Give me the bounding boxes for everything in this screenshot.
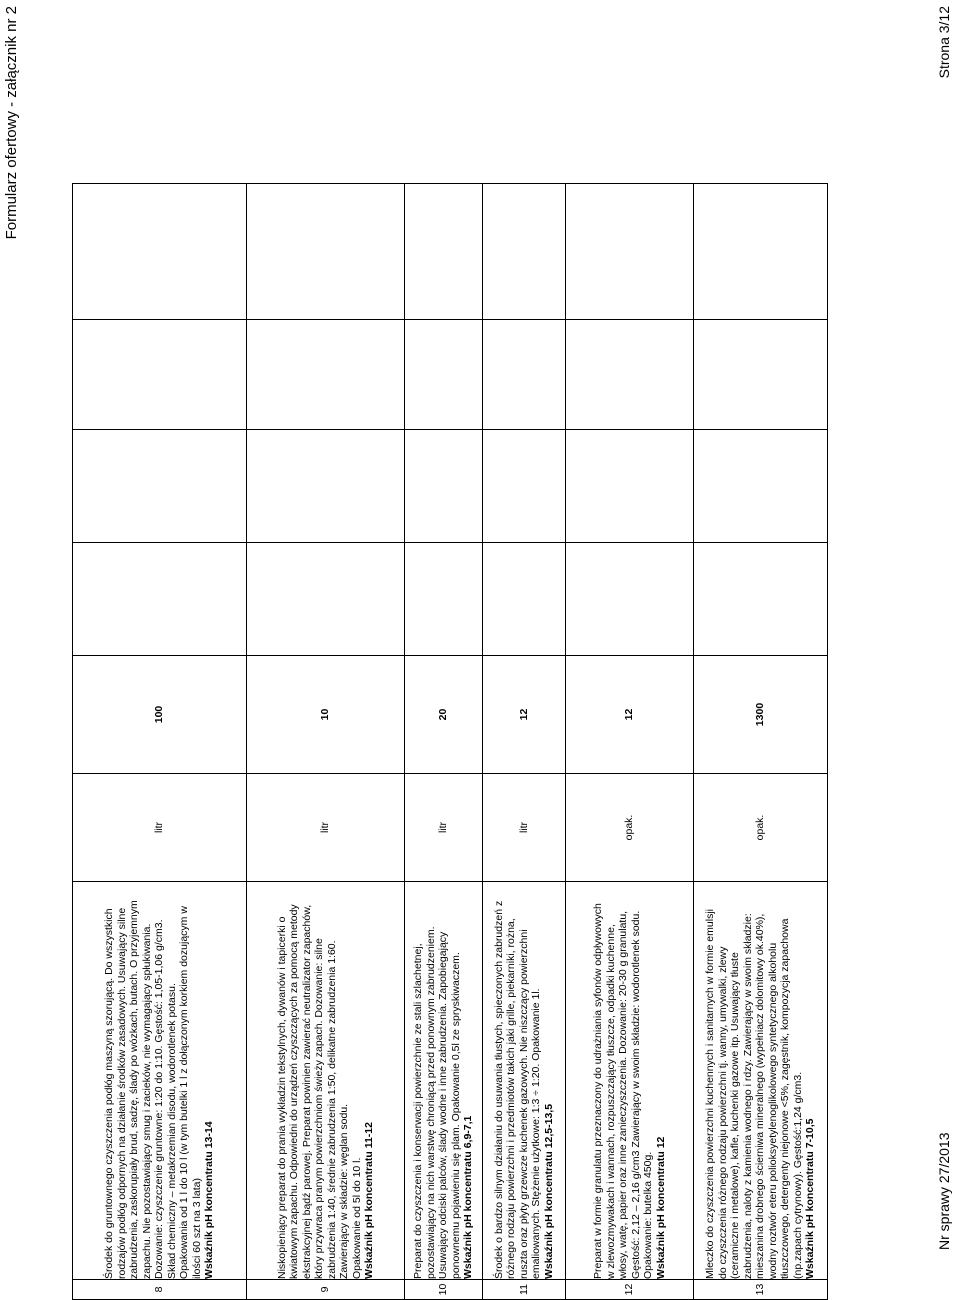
row-quantity: 10 bbox=[247, 656, 404, 774]
empty-cell bbox=[565, 430, 694, 543]
empty-cell bbox=[483, 543, 566, 656]
empty-cell bbox=[404, 320, 483, 430]
ph-value: Wskaźnik pH koncentratu 13-14 bbox=[203, 1121, 216, 1279]
ph-value: Wskaźnik pH koncentratu 12 bbox=[654, 1136, 667, 1279]
empty-cell bbox=[247, 430, 404, 543]
empty-cell bbox=[483, 320, 566, 430]
row-number: 8 bbox=[73, 1280, 247, 1300]
row-unit: litr bbox=[247, 774, 404, 882]
row-number: 11 bbox=[483, 1280, 566, 1300]
empty-cell bbox=[565, 543, 694, 656]
row-number: 13 bbox=[694, 1280, 828, 1300]
table-row bbox=[565, 184, 694, 1300]
ph-value: Wskaźnik pH koncentratu 7-10,5 bbox=[804, 1118, 817, 1279]
row-number: 10 bbox=[404, 1280, 483, 1300]
row-quantity: 12 bbox=[565, 656, 694, 774]
empty-cell bbox=[73, 184, 247, 320]
empty-cell bbox=[483, 184, 566, 320]
row-description: Środek do gruntownego czyszczenia podłóg maszyną szorującą. Do wszystkich rodzajów podłóg odpornych na działanie środków zasadowych. Usuwający silne zabrudzenia, zaskorupiały brud, sadzę, ślady po wózkach, butach. O przyjemnym zapachu. Nie pozostawiający smug i zacieków, nie wymagający spłukiwania. Dozowanie: czyszczenie gruntowne: 1:20 do 1:10. Gęstość: 1,05-1,06 g/cm3. Skład chemiczny – metakrzemian disodu, wodorotlenek potasu. Opakowania od 1 l do 10 l (w tym butelki 1 l z dołączonym korkiem dozującym w ilości 60 szt na 3 lata) Wskaźnik pH koncentratu 13-14 bbox=[73, 882, 247, 1280]
empty-cell bbox=[404, 430, 483, 543]
empty-cell bbox=[73, 430, 247, 543]
row-unit: opak. bbox=[694, 774, 828, 882]
row-description: Mleczko do czyszczenia powierzchni kuchennych i sanitarnych w formie emulsji do czyszczenia różnego rodzaju powierzchni tj. wanny, umywalki, zlewy (ceramiczne i metalowe), kafle, kuchenki gazowe itp. Usuwający tłuste zabrudzenia, naloty z kamienia wodnego i rdzy. Zawierający w swoim składzie: mieszanina drobnego ścierniwa mineralnego (wypełniacz dolomitowy ok.40%), wodny roztwór eteru polioksyetylenoglikolowego syntetycznego alkoholu tłuszczowego, detergenty niejonowe <5%, zagęstnik, kompozycja zapachowa (np.zapach cytrynowy). Gęstość:1,24 g/cm3. Wskaźnik pH koncentratu 7-10,5 bbox=[694, 882, 828, 1280]
table-row bbox=[73, 184, 247, 1300]
empty-cell bbox=[247, 320, 404, 430]
page-number: Strona 3/12 bbox=[936, 6, 952, 79]
row-description: Preparat do czyszczenia i konserwacji powierzchnie ze stali szlachetnej, pozostawiający na nich warstwę chroniącą przed ponownym zabrudzeniem. Usuwający odciski palców, ślady wodne i inne zabrudzenia. Zapobiegający ponownemu pojawieniu się plam. Opakowanie 0,5l ze spryskiwaczem. Wskaźnik pH koncentratu 6,9-7,1 bbox=[404, 882, 483, 1280]
empty-cell bbox=[404, 184, 483, 320]
row-number: 9 bbox=[247, 1280, 404, 1300]
row-unit: litr bbox=[483, 774, 566, 882]
row-number: 12 bbox=[565, 1280, 694, 1300]
row-unit: opak. bbox=[565, 774, 694, 882]
table-row bbox=[404, 184, 483, 1300]
table-row bbox=[247, 184, 404, 1300]
row-quantity: 12 bbox=[483, 656, 566, 774]
row-unit: litr bbox=[404, 774, 483, 882]
empty-cell bbox=[694, 430, 828, 543]
form-title: Formularz ofertowy - załącznik nr 2 bbox=[3, 6, 20, 240]
empty-cell bbox=[247, 543, 404, 656]
table-row bbox=[694, 184, 828, 1300]
row-description: Preparat w formie granulatu przeznaczony do udrażniania syfonów odpływowych w zlewozmywakach i wannach, rozpuszczający tłuszcze, odpadki kuchenne, włosy, watę, papier oraz inne zanieczyszczenia. Dozowanie: 20-30 g granulatu, Gęstość: 2,12 – 2,16 g/cm3 Zawierający w swoim składzie: wodorotlenek sodu. Opakowanie: butelka 450g. Wskaźnik pH koncentratu 12 bbox=[565, 882, 694, 1280]
empty-cell bbox=[694, 184, 828, 320]
row-description: Środek o bardzo silnym działaniu do usuwania tłustych, spieczonych zabrudzeń z różnego rodzaju powierzchni i przedmiotów takich jaki grille, piekarniki, rożna, ruszta oraz płyty grzewcze kuchenek gazowych. Nie niszczący powierzchni emaliowanych. Stężenie użytkowe: 1:3 ÷ 1:20. Opakowanie 1l. Wskaźnik pH koncentratu 12,5-13,5 bbox=[483, 882, 566, 1280]
empty-cell bbox=[404, 543, 483, 656]
ph-value: Wskaźnik pH koncentratu 11-12 bbox=[363, 1122, 375, 1279]
ph-value: Wskaźnik pH koncentratu 6,9-7,1 bbox=[462, 1115, 475, 1279]
row-quantity: 100 bbox=[73, 656, 247, 774]
empty-cell bbox=[73, 320, 247, 430]
empty-cell bbox=[694, 320, 828, 430]
row-quantity: 20 bbox=[404, 656, 483, 774]
empty-cell bbox=[483, 430, 566, 543]
case-number: Nr sprawy 27/2013 bbox=[936, 1132, 952, 1250]
row-quantity: 1300 bbox=[694, 656, 828, 774]
empty-cell bbox=[73, 543, 247, 656]
row-description: Niskopieniący preparat do prania wykładzin tekstylnych, dywanów i tapicerki o kwiatowym zapachu. Odpowiedni do urządzeń czyszczących za pomocą metody ekstrakcyjnej bądź parowej. Preparat powinien zawierać neutralizator zapachów, który przywraca pranym powierzchniom świeży zapach. Dozowanie: silne zabrudzenia 1:40, średnie zabrudzenia 1:50, delikatne zabrudzenia 1:60. Zawierający w składzie: węglan sodu. Opakowanie od 5l do 10 l. Wskaźnik pH koncentratu 11-12 bbox=[247, 882, 404, 1280]
items-table bbox=[72, 183, 828, 1300]
empty-cell bbox=[247, 184, 404, 320]
empty-cell bbox=[565, 184, 694, 320]
empty-cell bbox=[694, 543, 828, 656]
table-row bbox=[483, 184, 566, 1300]
row-unit: litr bbox=[73, 774, 247, 882]
empty-cell bbox=[565, 320, 694, 430]
ph-value: Wskaźnik pH koncentratu 12,5-13,5 bbox=[542, 1103, 555, 1279]
